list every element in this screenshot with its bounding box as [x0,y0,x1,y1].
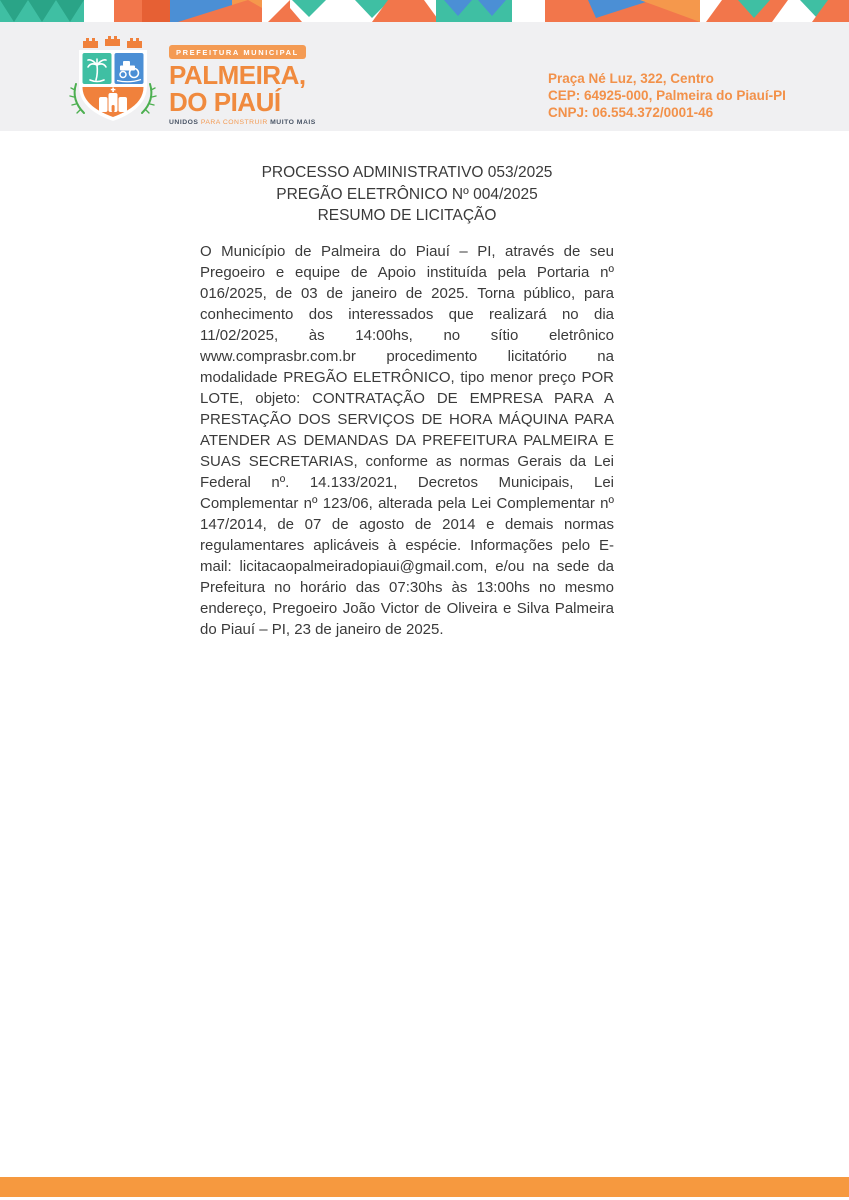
letterhead-header [0,22,849,131]
address-cnpj: CNPJ: 06.554.372/0001-46 [548,105,714,120]
decorative-top-strip [0,0,849,22]
tractor-icon [115,53,144,84]
slogan-part-2: PARA CONSTRUIR [198,119,271,126]
address-cep: CEP: 64925-000, Palmeira do Piauí-PI [548,88,786,103]
document-body-paragraph: O Município de Palmeira do Piauí – PI, através de seu Pregoeiro e equipe de Apoio instituída pela Portaria nº 016/2025, de 03 de janeiro de 2025. Torna público, para conhecimento dos interessados que realizará no dia 11/02/2025, às 14:00hs, no sítio eletrônico www.comprasbr.com.br procedimento licitatório na modalidade PREGÃO ELETRÔNICO, tipo menor preço POR LOTE, objeto: CONTRATAÇÃO DE EMPRESA PARA A PRESTAÇÃO DOS SERVIÇOS DE HORA MÁQUINA PARA ATENDER AS DEMANDAS DA PREFEITURA PALMEIRA E SUAS SECRETARIAS, conforme as normas Gerais da Lei Federal nº. 14.133/2021, Decretos Municipais, Lei Complementar nº 123/06, alterada pela Lei Complementar nº 147/2014, de 07 de agosto de 2014 e demais normas regulamentares aplicáveis à espécie. Informações pelo E-mail: licitacaopalmeiradopiaui@gmail.com, e/ou na sede da Prefeitura no horário das 07:30hs às 13:00hs no mesmo endereço, Pregoeiro João Victor de Oliveira e Silva Palmeira do Piauí – PI, 23 de janeiro de 2025. [200,243,614,638]
slogan-part-1: UNIDOS [169,119,199,126]
logo-slogan [169,119,329,126]
municipality-name-line2: DO PIAUÍ [169,87,281,117]
municipal-crest-icon [66,34,160,130]
header-address [548,70,786,121]
document-title [200,162,614,227]
prefeitura-badge: PREFEITURA MUNICIPAL [169,45,306,59]
address-street: Praça Né Luz, 322, Centro [548,71,714,86]
decorative-footer-bar [0,1177,849,1197]
castle-crown-icon [83,36,142,48]
municipality-name-line1: PALMEIRA, [169,60,306,90]
title-resumo: RESUMO DE LICITAÇÃO [317,207,497,224]
title-pregao: PREGÃO ELETRÔNICO Nº 004/2025 [276,185,538,203]
logo-wordmark [169,34,329,126]
municipal-logo [66,34,329,130]
slogan-part-3: MUITO MAIS [270,119,316,126]
title-processo: PROCESSO ADMINISTRATIVO 053/2025 [261,164,553,181]
palm-tree-icon [83,53,112,84]
church-icon [83,87,144,117]
